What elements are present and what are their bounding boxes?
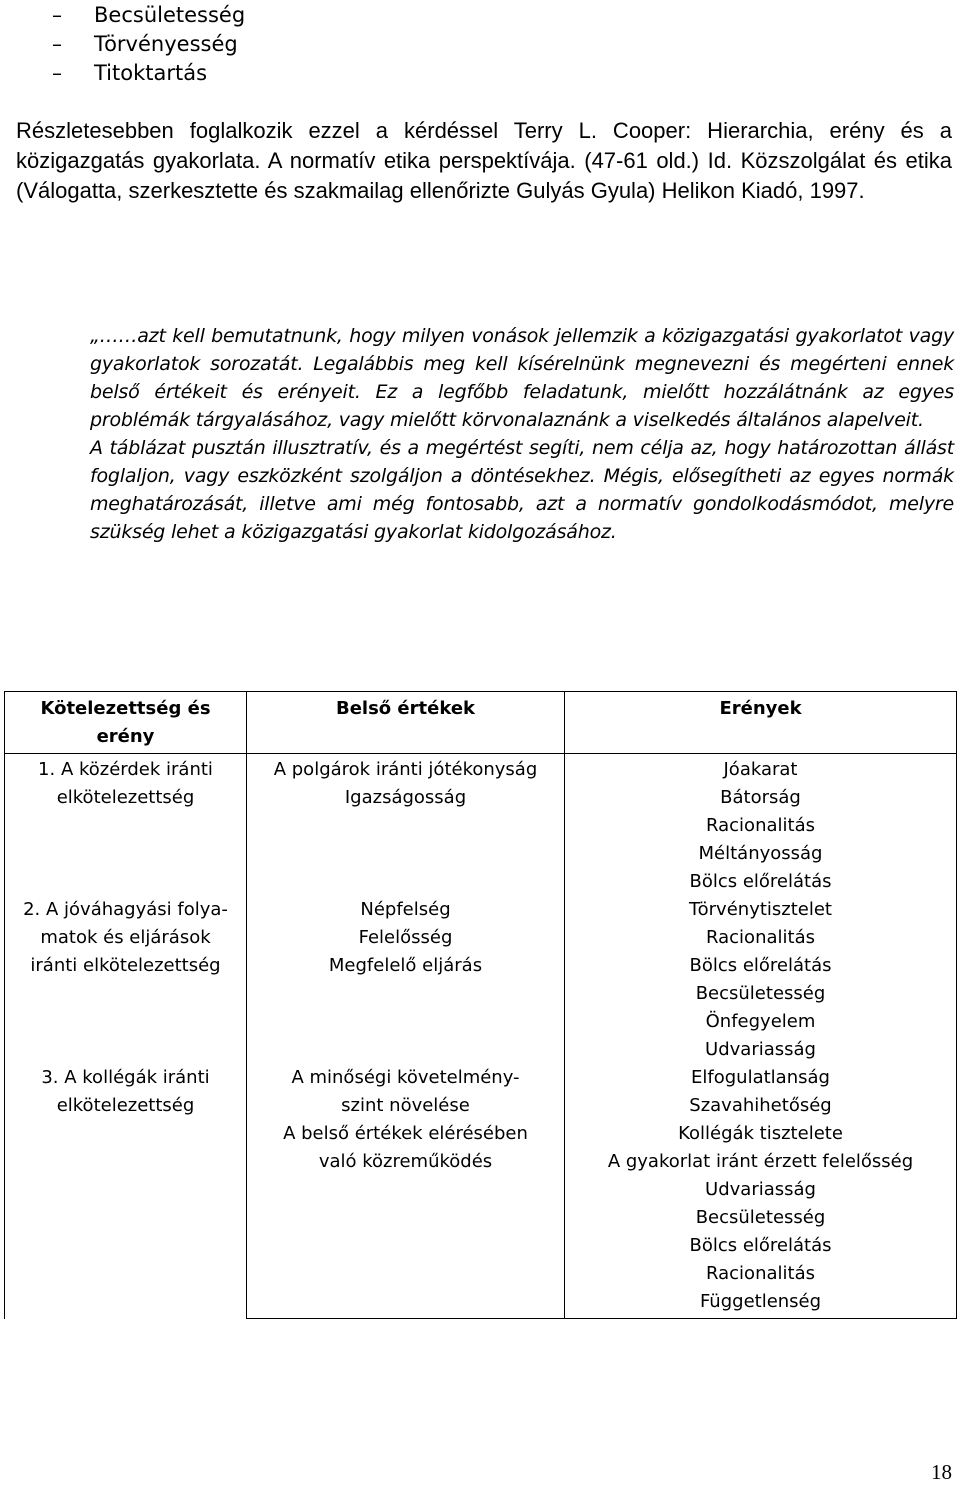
- list-item-text: Törvényesség: [94, 31, 238, 56]
- dash-marker: –: [52, 2, 62, 27]
- quote-paragraph: „……azt kell bemutatnunk, hogy milyen vonások jellemzik a közigazgatási gyakorlatot vagy gyakorlatok sorozatát. Legalábbis meg kell kísérelnünk megnevezni és megérteni ennek belső értékeit és erényeit. Ez a legfőbb feladatunk, mielőtt hozzálátnánk az egyes problémák tárgyalásához, vagy mielőtt körvonalaznánk a viselkedés általános alapelveit.: [90, 325, 954, 431]
- list-item-text: Titoktartás: [94, 60, 208, 85]
- values-table: [4, 691, 957, 1319]
- table-header-row: [5, 692, 957, 754]
- table-cell: 1. A közérdek iránti elkötelezettség 2. A jóváhagyási folya- matok és eljárások iránti elkötelezettség 3. A kollégák iránti elkötelezettség: [5, 754, 247, 1319]
- list-item-text: Becsületesség: [94, 2, 246, 27]
- list-item: [52, 0, 245, 29]
- table-cell: A polgárok iránti jótékonyság Igazságosság Népfelség Felelősség Megfelelő eljárás A minőségi követelmény- szint növelése A belső értékek elérésében való közreműködés: [247, 754, 565, 1319]
- dash-marker: –: [52, 60, 62, 85]
- column-header: Erények: [565, 692, 957, 754]
- list-item: [52, 58, 245, 87]
- dash-marker: –: [52, 31, 62, 56]
- column-header: Belső értékek: [247, 692, 565, 754]
- page-number: 18: [931, 1460, 952, 1484]
- bullet-list: [52, 0, 245, 87]
- table-row: [5, 754, 957, 1319]
- quote-paragraph: A táblázat pusztán illusztratív, és a megértést segíti, nem célja az, hogy határozottan állást foglaljon, vagy eszközként szolgáljon a döntésekhez. Mégis, elősegítheti az egyes normák meghatározását, illetve ami még fontosabb, azt a normatív gondolkodásmódot, melyre szükség lehet a közigazgatási gyakorlat kidolgozásához.: [90, 437, 954, 543]
- list-item: [52, 29, 245, 58]
- column-header: Kötelezettség és erény: [5, 692, 247, 754]
- reference-paragraph: Részletesebben foglalkozik ezzel a kérdéssel Terry L. Cooper: Hierarchia, erény és a közigazgatás gyakorlata. A normatív etika perspektívája. (47-61 old.) Id. Közszolgálat és etika (Válogatta, szerkesztette és szakmailag ellenőrizte Gulyás Gyula) Helikon Kiadó, 1997.: [16, 118, 952, 203]
- table-cell: Jóakarat Bátorság Racionalitás Méltányosság Bölcs előrelátás Törvénytisztelet Racionalitás Bölcs előrelátás Becsületesség Önfegyelem Udvariasság Elfogulatlanság Szavahihetőség Kollégák tisztelete A gyakorlat iránt érzett felelősség Udvariasság Becsületesség Bölcs előrelátás Racionalitás Függetlenség: [565, 754, 957, 1319]
- quote-block: [90, 322, 954, 546]
